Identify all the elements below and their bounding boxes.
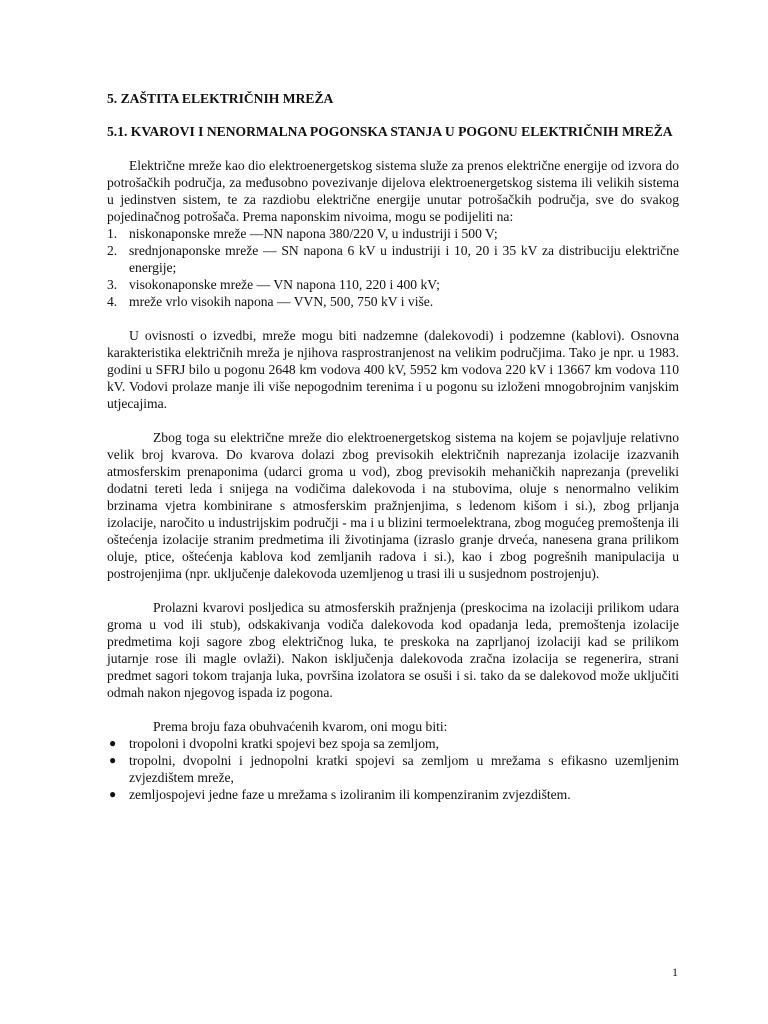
list-item xyxy=(107,293,679,310)
list-item-text: mreže vrlo visokih napona — VVN, 500, 750 kV i više. xyxy=(129,294,434,309)
page-number: 1 xyxy=(672,965,678,979)
list-item-text: srednjonaponske mreže — SN napona 6 kV u industriji i 10, 20 i 35 kV za distribuciju električne energije; xyxy=(129,243,679,275)
bullet-icon: ● xyxy=(109,753,117,767)
list-item xyxy=(107,242,679,276)
subsection-title: 5.1. KVAROVI I NENORMALNA POGONSKA STANJA U POGONU ELEKTRIČNIH MREŽA xyxy=(107,124,673,139)
list-item xyxy=(107,752,679,786)
paragraph-fault-causes: Zbog toga su električne mreže dio elektroenergetskog sistema na kojem se pojavljuje relativno velik broj kvarova. Do kvarova dolazi zbog previsokih električnih naprezanja izolacije izazvanih atmosferskim prenaponima (udarci groma u vod), zbog previsokih mehaničkih naprezanja (preveliki dodatni tereti leda i snijega na vodičima dalekovoda i na stubovima, oluje s nenormalno velikim brzinama vjetra kombinirane s atmosferskim pražnjenjima, s ledenom kišom i si.), zbog prljanja izolacije, naročito u industrijskim područji - ma i u blizini termoelektrana, zbog mogućeg premoštenja ili oštećenja izolacije stranim predmetima ili životinjama (izraslo granje drveća, nanesena grana prilikom oluje, ptice, oštećenja kablova kod zemljanih radova i si.), kao i zbog pogrešnih manipulacija u postrojenjima (npr. uključenje dalekovoda uzemljenog u trasi ili u susjednom postrojenju). xyxy=(107,430,679,581)
list-item-text: visokonaponske mreže — VN napona 110, 220 i 400 kV; xyxy=(129,277,440,292)
paragraph-transient-faults: Prolazni kvarovi posljedica su atmosferskih pražnjenja (preskocima na izolaciji prilikom udara groma u vod ili stub), odskakivanja vodiča dalekovoda kod opadanja leda, premoštenja izolacije predmetima koji sagore zbog električnog luka, te preskoka na zaprljanoj izolaciji kad se prilikom jutarnje rose ili magle ovlaži). Nakon isključenja dalekovoda zračna izolacija se regenerira, strani predmet sagori tokom trajanja luka, površina izolatora se osuši i si. tako da se dalekovod može uključiti odmah nakon njegovog ispada iz pogona. xyxy=(107,600,679,700)
list-number: 3. xyxy=(107,277,118,292)
voltage-levels-list xyxy=(107,225,679,310)
fault-types-lead: Prema broju faza obuhvaćenih kvarom, oni mogu biti: xyxy=(153,719,448,734)
bullet-icon: ● xyxy=(109,736,117,750)
list-number: 2. xyxy=(107,243,118,258)
list-item xyxy=(107,276,679,293)
list-number: 4. xyxy=(107,294,118,309)
list-item-text: tropoloni i dvopolni kratki spojevi bez spoja sa zemljom, xyxy=(129,736,439,751)
list-item xyxy=(107,786,679,803)
document-page xyxy=(107,84,679,803)
list-item xyxy=(107,225,679,242)
paragraph-network-types: U ovisnosti o izvedbi, mreže mogu biti nadzemne (dalekovodi) i podzemne (kablovi). Osnovna karakteristika električnih mreža je njihova rasprostranjenost na velikim područjima. Tako je npr. u 1983. godini u SFRJ bilo u pogonu 2648 km vodova 400 kV, 5952 km vodova 220 kV i 13667 km vodova 110 kV. Vodovi prolaze manje ili više nepogodnim terenima i u pogonu su izloženi mnogobrojnim vanjskim utjecajima. xyxy=(107,328,679,411)
paragraph-intro: Električne mreže kao dio elektroenergetskog sistema služe za prenos električne energije od izvora do potrošačkih područja, za međusobno povezivanje dijelova elektroenergetskog sistema ili velikih sistema u jedinstven sistem, te za razdiobu električne energije unutar potrošačkih područja, sve do svakog pojedinačnog potrošača. Prema naponskim nivoima, mogu se podijeliti na: xyxy=(107,158,679,224)
list-item xyxy=(107,735,679,752)
list-number: 1. xyxy=(107,226,118,241)
bullet-icon: ● xyxy=(109,787,117,801)
list-item-text: niskonaponske mreže —NN napona 380/220 V, u industriji i 500 V; xyxy=(129,226,498,241)
list-item-text: zemljospojevi jedne faze u mrežama s izoliranim ili kompenziranim zvjezdištem. xyxy=(129,787,571,802)
list-item-text: tropolni, dvopolni i jednopolni kratki spojevi sa zemljom u mrežama s efikasno uzemljenim zvjezdištem mreže, xyxy=(129,753,679,785)
section-title: 5. ZAŠTITA ELEKTRIČNIH MREŽA xyxy=(107,91,334,106)
fault-types-list xyxy=(107,735,679,803)
